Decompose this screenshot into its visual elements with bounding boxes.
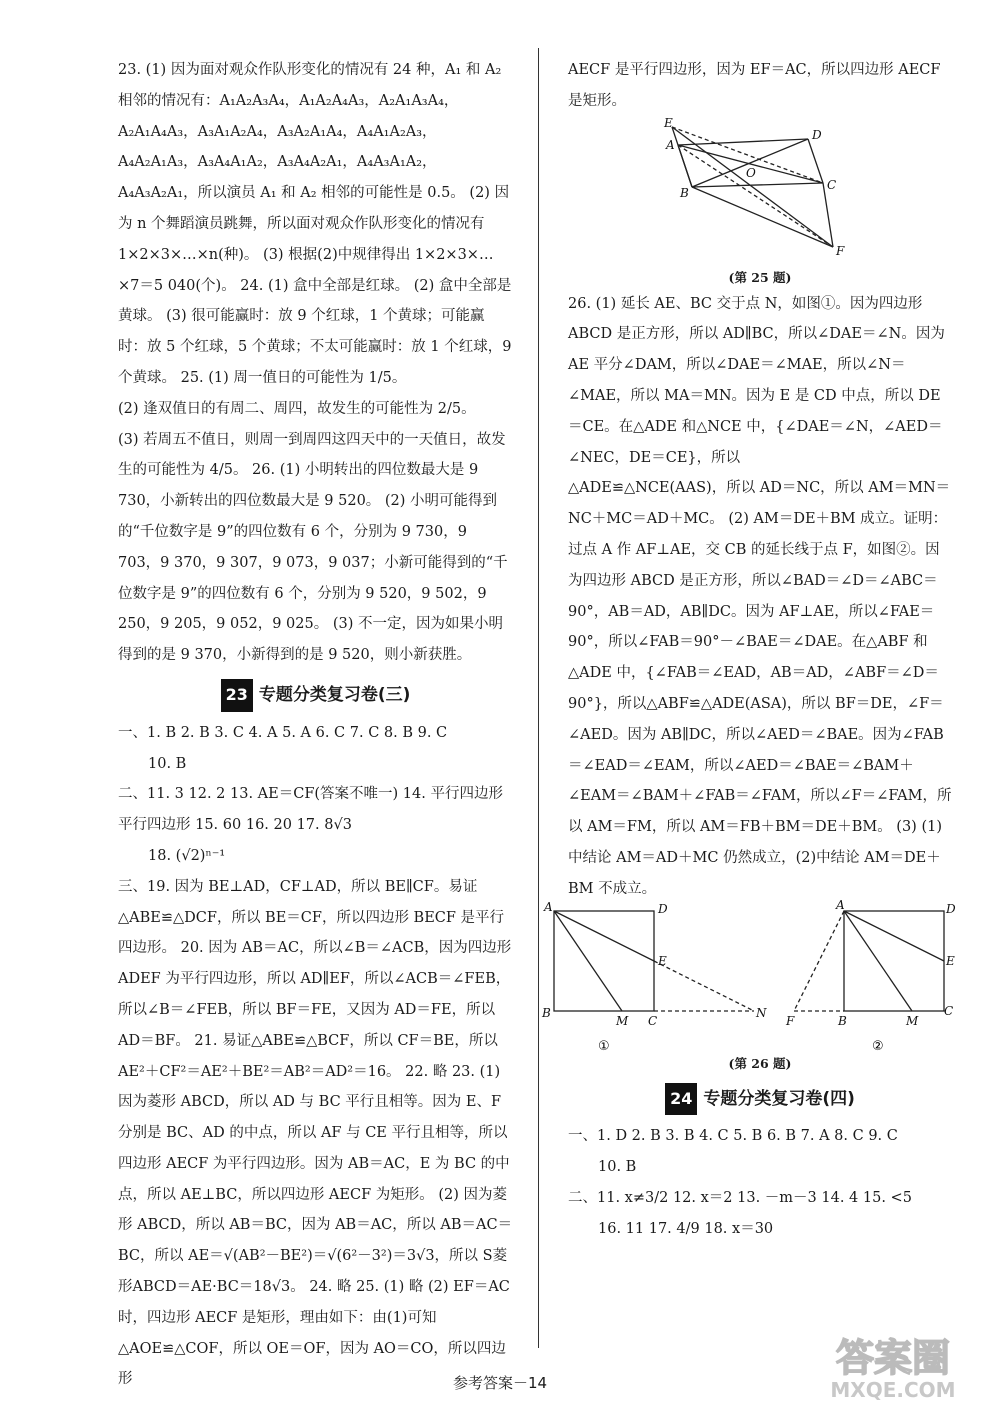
page-footer: 参考答案－14 [452,1374,548,1392]
figure-25 [568,117,952,267]
answer-26-part2: △ADE≌△NCE(AAS)，所以 AD＝NC，所以 AM＝MN＝NC＋MC＝AD＋MC。 (2) AM＝DE＋BM 成立。证明：过点 A 作 AF⊥AE，交 CB 的延长线于点 F，如图②。因为四边形 ABCD 是正方形，所以∠BAD＝∠D＝∠ABC＝90°，AB＝AD，AB∥DC。因为 AF⊥AE，所以∠FAE＝90°，所以∠FAB＝90°－∠BAE＝∠DAE。在△ABF 和△ADE 中，{∠FAB＝∠EAD，AB＝AD，∠ABF＝∠D＝90°}，所以△ABF≌△ADE(ASA)，所以 BF＝DE，∠F＝∠AED。因为 AB∥DC，所以∠AED＝∠BAE。因为∠FAB＝∠EAD＝∠EAM，所以∠AED＝∠BAE＝∠BAM＋∠EAM＝∠BAM＋∠FAB＝∠FAM，所以∠F＝∠FAM，所以 AM＝FM，所以 AM＝FB＋BM＝DE＋BM。 (3) (1)中结论 AM＝AD＋MC 仍然成立，(2)中结论 AM＝DE＋BM 不成立。 [568,480,952,897]
answer-26-part1: 26. (1) 延长 AE、BC 交于点 N，如图①。因为四边形 ABCD 是正方形，所以 AD∥BC，所以∠DAE＝∠N。因为 AE 平分∠DAM，所以∠DAE＝∠MAE，所以∠N＝∠MAE，所以 MA＝MN。因为 E 是 CD 中点，所以 DE＝CE。在△ADE 和△NCE 中，{∠DAE＝∠N，∠AED＝∠NEC，DE＝CE}，所以 [568,295,945,466]
fig26-2-label-E: E [946,953,955,968]
right-column [542,55,956,1245]
fig26-2-label-A: A [836,897,845,912]
answer-25-continued: AECF 是平行四边形，因为 EF＝AC，所以四边形 AECF 是矩形。 [568,62,941,109]
fig25-label-B: B [680,185,689,200]
fig26-2-label-C: C [944,1003,954,1018]
section-title-23 [118,679,513,712]
section-title-text: 专题分类复习卷(三) [258,684,411,705]
fill-answers: 二、11. x≠3/2 12. x＝2 13. －m－3 14. 4 15. <5 [568,1189,912,1206]
fig26-1-label-A: A [544,899,553,914]
column-divider [538,48,539,1348]
section-number-badge: 23 [221,679,253,712]
choice-answers-cont: 10. B [598,1159,637,1176]
answer-25-part2: (2) 逢双值日的有周二、周四，故发生的可能性为 2/5。 [118,400,476,417]
fig26-2-number: ② [872,1038,884,1054]
fig25-label-A: A [666,137,675,152]
fig26-1-label-D: D [658,901,668,916]
fill-answers: 二、11. 3 12. 2 13. AE＝CF(答案不唯一) 14. 平行四边形 平行四边形 15. 60 16. 20 17. 8√3 [118,786,503,834]
fill-answers-cont: 18. (√2)ⁿ⁻¹ [148,847,226,864]
fig25-label-C: C [827,177,837,192]
choice-answers: 一、1. B 2. B 3. C 4. A 5. A 6. C 7. C 8. B 9. C [118,724,448,741]
fig26-1-label-N: N [756,1005,767,1020]
fig26-1-label-E: E [658,953,667,968]
fig26-1-label-M: M [616,1013,629,1028]
fig26-2-label-M: M [906,1013,919,1028]
figure-26-caption: (第 26 题) [728,1055,792,1071]
watermark-text: 答案圈 [835,1336,951,1380]
section-title-24 [568,1083,952,1116]
fig25-label-D: D [812,127,822,142]
fill-answers-cont: 16. 11 17. 4/9 18. x＝30 [598,1220,774,1237]
fig26-2-label-D: D [946,901,956,916]
fig26-1-label-C: C [648,1013,658,1028]
fig26-1-number: ① [598,1038,610,1054]
answer-23-26-text: 23. (1) 因为面对观众作队形变化的情况有 24 种，A₁ 和 A₂ 相邻的情况有：A₁A₂A₃A₄，A₁A₂A₄A₃，A₂A₁A₃A₄，A₂A₁A₄A₃，A₃A₁A₂A₄，A₃A₂A₁A₄，A₄A₁A₂A₃，A₄A₂A₁A₃，A₃A₄A₁A₂，A₃A₄A₂A₁，A₄A₃A₁A₂，A₄A₃A₂A₁，所以演员 A₁ 和 A₂ 相邻的可能性是 0.5。 (2) 因为 n 个舞蹈演员跳舞，所以面对观众作队形变化的情况有 1×2×3×…×n(种)。 (3) 根据(2)中规律得出 1×2×3×…×7＝5 040(个)。 24. (1) 盒中全部是红球。 (2) 盒中全部是黄球。 (3) 很可能赢时：放 9 个红球，1 个黄球；可能赢时：放 5 个红球，5 个黄球；不太可能赢时：放 1 个红球，9 个黄球。 25. (1) 周一值日的可能性为 1/5。 [118,62,512,386]
left-column [118,55,513,1395]
solution-answers: 三、19. 因为 BE⊥AD，CF⊥AD，所以 BE∥CF。易证△ABE≌△DCF，所以 BE＝CF，所以四边形 BECF 是平行四边形。 20. 因为 AB＝AC，所以∠B＝∠ACB，因为四边形 ADEF 为平行四边形，所以 AD∥EF，所以∠ACB＝∠FEB，所以∠B＝∠FEB，所以 BF＝FE，又因为 AD＝FE，所以 AD＝BF。 21. 易证△ABE≌△BCF，所以 CF＝BE，所以 AE²＋CF²＝AE²＋BE²＝AB²＝AD²＝16。 22. 略 23. (1) 因为菱形 ABCD，所以 AD 与 BC 平行且相等。因为 E、F 分别是 BC、AD 的中点，所以 AF 与 CE 平行且相等，所以四边形 AECF 为平行四边形。因为 AB＝AC，E 为 BC 的中点，所以 AE⊥BC，所以四边形 AECF 为矩形。 (2) 因为菱形 ABCD，所以 AB＝BC，因为 AB＝AC，所以 AB＝AC＝BC，所以 AE＝√(AB²－BE²)＝√(6²－3²)＝3√3，所以 S菱形ABCD＝AE·BC＝18√3。 24. 略 25. (1) 略 (2) EF＝AC 时，四边形 AECF 是矩形，理由如下：由(1)可知△AOE≌△COF，所以 OE＝OF，因为 AO＝CO，所以四边形 [118,878,513,1388]
section-number-badge: 24 [665,1083,697,1116]
figure-26 [542,897,956,1054]
section-title-text: 专题分类复习卷(四) [703,1088,855,1109]
watermark-url: MXQE.COM [830,1378,956,1402]
choice-answers: 一、1. D 2. B 3. B 4. C 5. B 6. B 7. A 8. C 9. C [568,1128,898,1145]
watermark-logo-icon [818,1325,968,1403]
fig26-2-label-B: B [838,1013,847,1028]
fig25-label-E: E [664,115,673,130]
figure-25-caption: (第 25 题) [728,269,792,285]
fig25-label-F: F [836,243,845,258]
fig25-label-O: O [746,165,756,180]
choice-answers-cont: 10. B [148,755,187,772]
fig26-1-label-B: B [542,1005,551,1020]
answer-25-26-text: (3) 若周五不值日，则周一到周四这四天中的一天值日，故发生的可能性为 4/5。 26. (1) 小明转出的四位数最大是 9 730，小新转出的四位数最大是 9 520。 (2) 小明可能得到的“千位数字是 9”的四位数有 6 个，分别为 9 730，9 703，9 370，9 307，9 073，9 037；小新可能得到的“千位数字是 9”的四位数有 6 个，分别为 9 520，9 502，9 250，9 205，9 052，9 025。 (3) 不一定，因为如果小明得到的是 9 370，小新得到的是 9 520，则小新获胜。 [118,431,508,664]
fig26-2-label-F: F [786,1013,795,1028]
